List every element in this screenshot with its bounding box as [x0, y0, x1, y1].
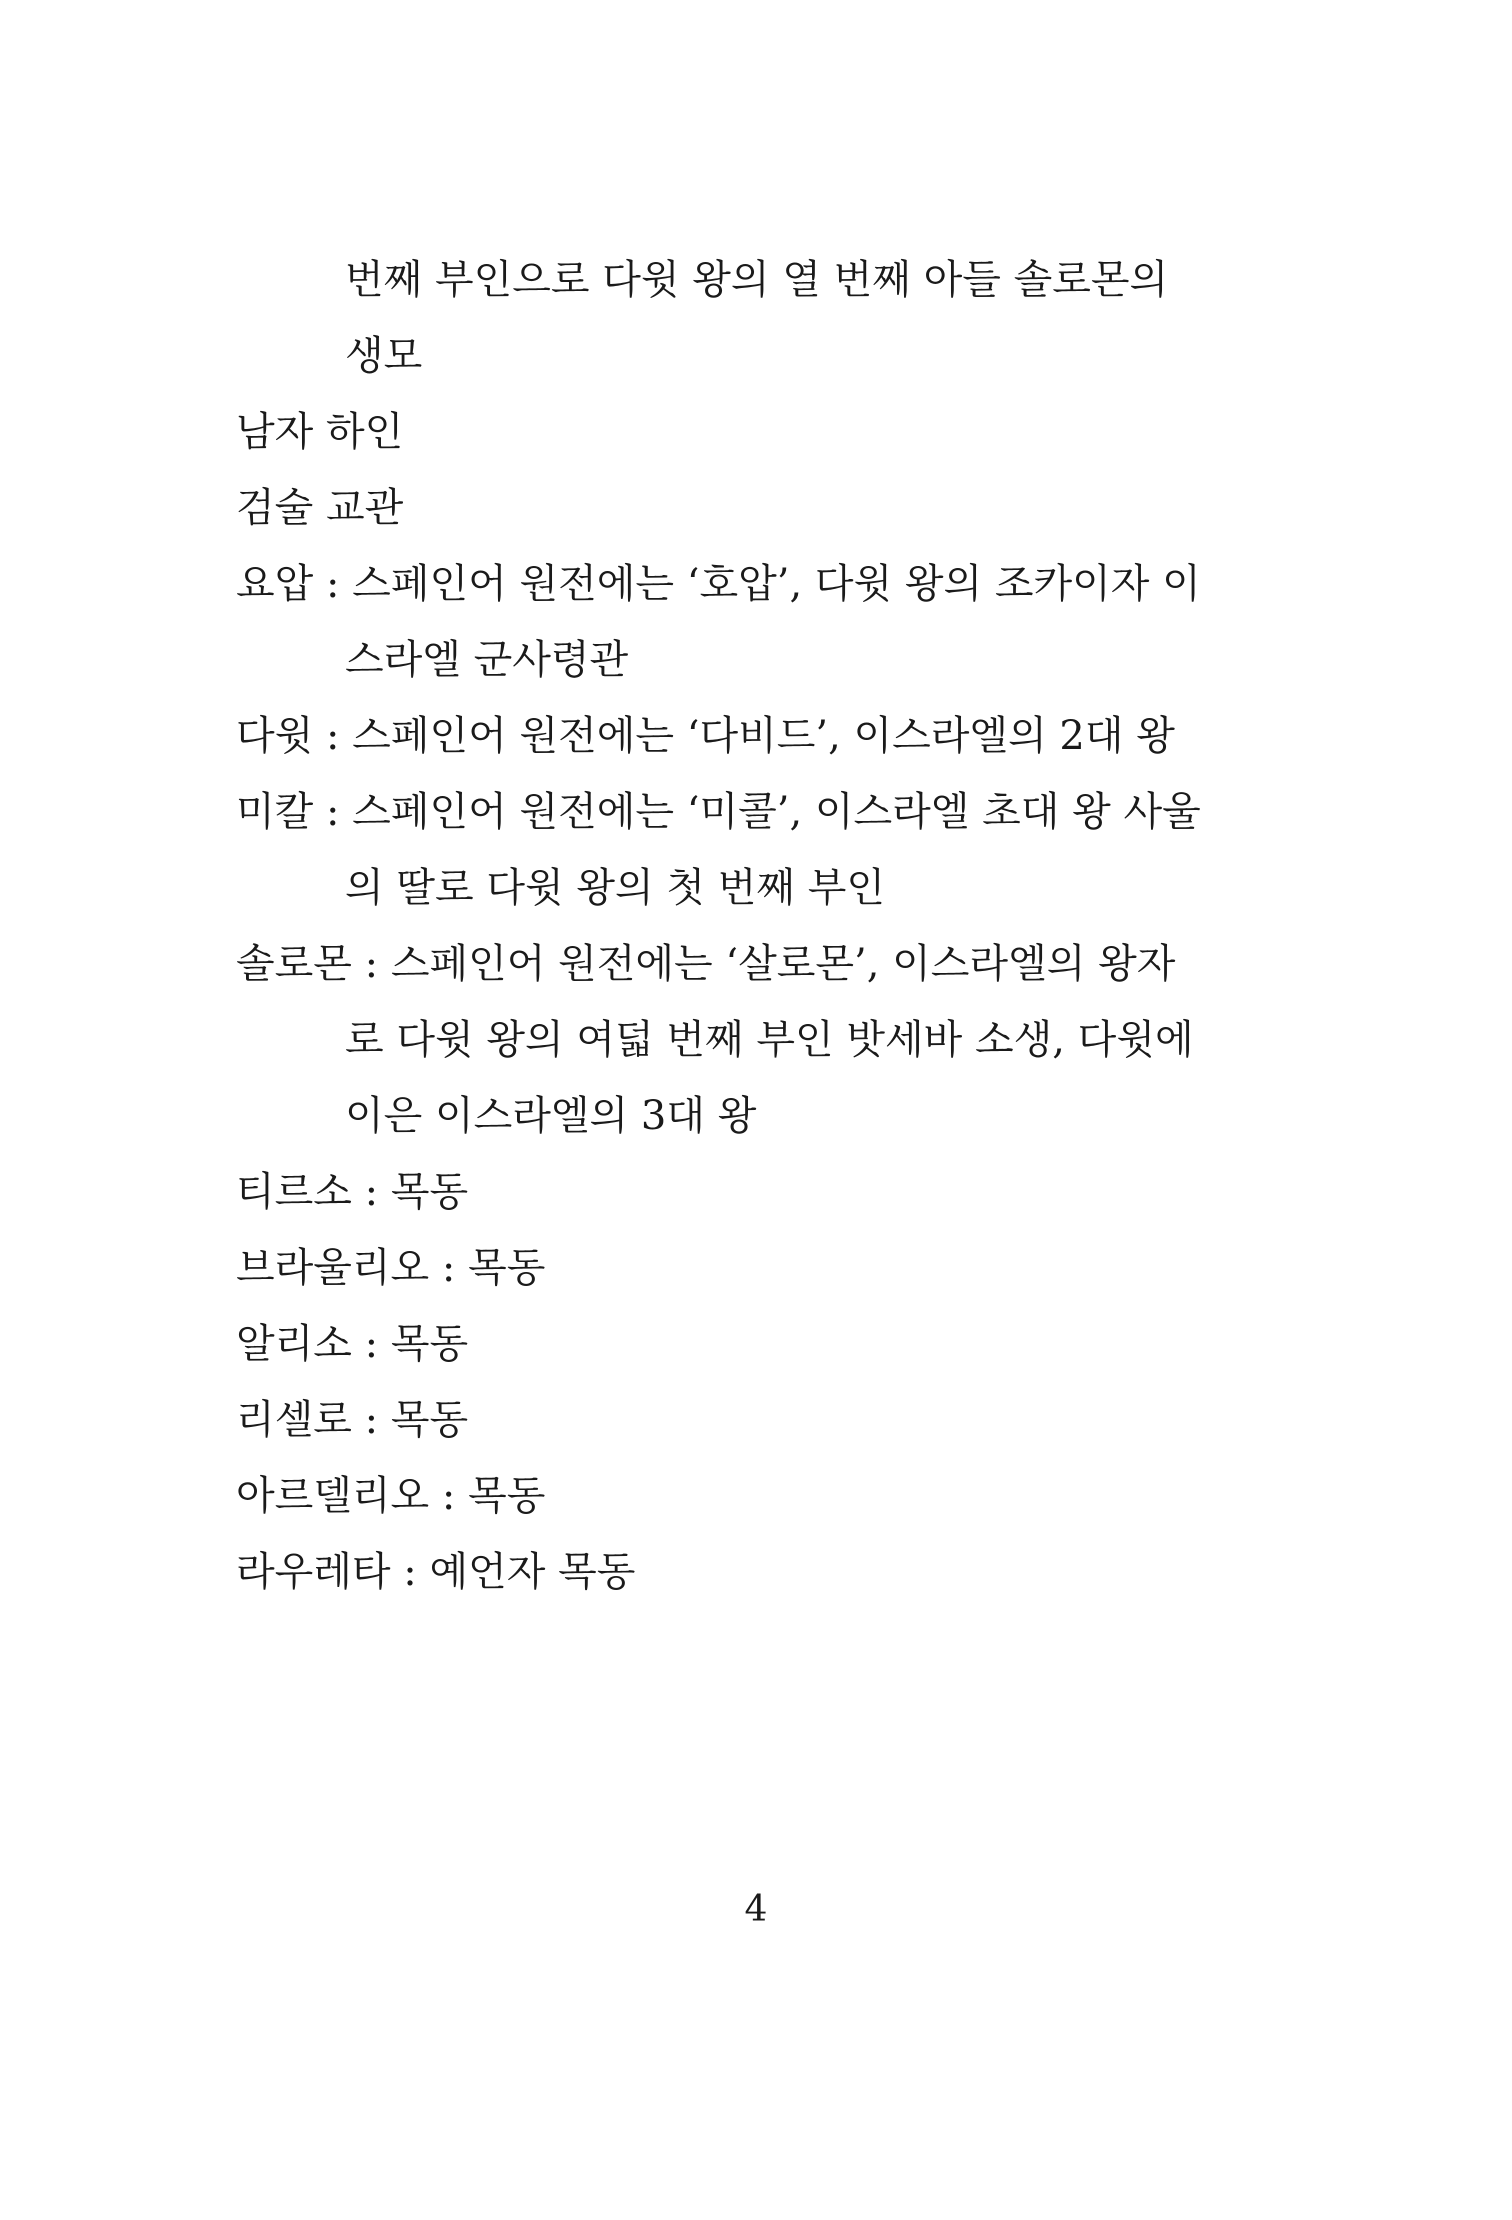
- text-line: 로 다윗 왕의 여덟 번째 부인 밧세바 소생, 다윗에: [345, 1017, 1194, 1063]
- text-line: 생모: [345, 333, 423, 379]
- text-line: 미칼 : 스페인어 원전에는 ‘미콜’, 이스라엘 초대 왕 사울: [236, 789, 1201, 835]
- text-line: 티르소 : 목동: [236, 1169, 469, 1215]
- text-line: 이은 이스라엘의 3대 왕: [345, 1093, 757, 1139]
- text-line: 스라엘 군사령관: [345, 637, 629, 683]
- text-line: 브라울리오 : 목동: [236, 1245, 546, 1291]
- text-line: 번째 부인으로 다윗 왕의 열 번째 아들 솔로몬의: [345, 257, 1169, 303]
- page-number: 4: [744, 1889, 768, 1930]
- text-line: 남자 하인: [236, 409, 404, 455]
- text-line: 알리소 : 목동: [236, 1321, 469, 1367]
- text-line: 솔로몬 : 스페인어 원전에는 ‘살로몬’, 이스라엘의 왕자: [236, 941, 1176, 987]
- text-line: 라우레타 : 예언자 목동: [236, 1549, 636, 1595]
- text-line: 검술 교관: [236, 485, 404, 531]
- text-line: 아르델리오 : 목동: [236, 1473, 546, 1519]
- text-line: 리셀로 : 목동: [236, 1397, 469, 1443]
- text-line: 요압 : 스페인어 원전에는 ‘호압’, 다윗 왕의 조카이자 이: [236, 561, 1201, 607]
- character-list: [236, 242, 1236, 1610]
- text-line: 의 딸로 다윗 왕의 첫 번째 부인: [345, 865, 885, 911]
- text-line: 다윗 : 스페인어 원전에는 ‘다비드’, 이스라엘의 2대 왕: [236, 713, 1175, 759]
